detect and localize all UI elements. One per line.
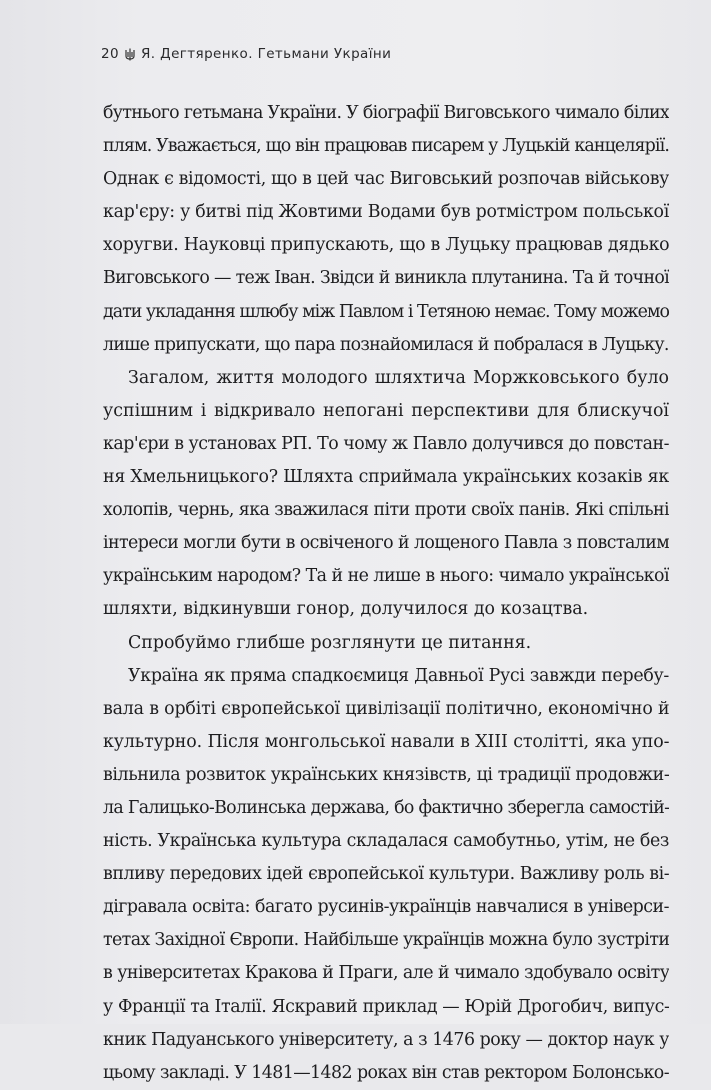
text-line: дігравала освіта: багато русинів-українців навчалися в універси- <box>103 897 669 918</box>
text-line: кар'єри в установах РП. То чому ж Павло долучився до повстан- <box>103 433 669 454</box>
text-line: ня Хмельницького? Шляхта сприймала українських козаків як <box>103 467 669 488</box>
text-line: вільнила розвиток українських князівств, ці традиції продовжи- <box>103 764 669 785</box>
page-number: 20 <box>101 46 119 62</box>
text-line: Виговського — теж Іван. Звідси й виникла плутанина. Та й точної <box>103 268 669 289</box>
text-line: тетах Західної Європи. Найбільше українців можна було зустріти <box>103 930 669 951</box>
paragraph <box>103 362 669 627</box>
text-line: плям. Уважається, що він працював писарем у Луцькій канцелярії. <box>103 136 669 157</box>
text-line: дати укладання шлюбу між Павлом і Тетяною немає. Тому можемо <box>103 301 669 322</box>
text-line: інтереси могли бути в освіченого й лощеного Павла з повсталим <box>103 533 669 554</box>
text-line: бутнього гетьмана України. У біографії Виговського чимало білих <box>103 103 669 123</box>
text-line: успішним і відкривало непогані перспективи для блискучої <box>103 400 669 421</box>
trident-icon <box>125 48 135 61</box>
text-line: холопів, чернь, яка зважилася піти проти своїх панів. Які спільні <box>103 500 669 521</box>
running-header <box>101 46 391 62</box>
text-line: у Франції та Італії. Яскравий приклад — Юрій Дрогобич, випус- <box>103 996 669 1017</box>
text-line: кар'єру: у битві під Жовтими Водами був ротмістром польської <box>103 202 669 223</box>
text-line: ність. Українська культура складалася самобутньо, утім, не без <box>103 831 669 852</box>
text-line: Спробуймо глибше розглянути це питання. <box>128 632 532 653</box>
text-line: впливу передових ідей європейської культури. Важливу роль ві- <box>103 864 669 885</box>
text-line: Україна як пряма спадкоємиця Давньої Русі завжди перебу- <box>128 665 669 686</box>
text-line: хоругви. Науковці припускають, що в Луцьку працював дядько <box>103 235 669 256</box>
text-line: Загалом, життя молодого шляхтича Моржковського було <box>128 367 669 388</box>
running-title: Я. Дегтяренко. Гетьмани України <box>140 46 392 62</box>
text-line: культурно. Після монгольської навали в XIII столітті, яка упо- <box>103 731 669 752</box>
text-line: лише припускати, що пара познайомилася й побралася в Луцьку. <box>103 334 669 355</box>
paragraph <box>103 627 669 660</box>
body-text <box>103 97 669 1090</box>
text-line: українським народом? Та й не лише в нього: чимало української <box>103 566 669 587</box>
text-line: цьому закладі. У 1481—1482 роках він став ректором Болонсько- <box>103 1062 669 1083</box>
text-line: в університетах Кракова й Праги, але й чимало здобувало освіту <box>103 963 669 984</box>
text-line: кник Падуанського університету, а з 1476 року — доктор наук у <box>103 1029 669 1050</box>
text-line: Однак є відомості, що в цей час Виговський розпочав військову <box>103 169 669 190</box>
text-line: шляхти, відкинувши гонор, долучилося до козацтва. <box>103 599 589 620</box>
text-line: ла Галицько-Волинська держава, бо фактично зберегла самостій- <box>103 797 669 818</box>
paragraph <box>103 97 669 362</box>
paragraph <box>103 660 669 1090</box>
text-line: вала в орбіті європейської цивілізації політично, економічно й <box>103 698 669 719</box>
